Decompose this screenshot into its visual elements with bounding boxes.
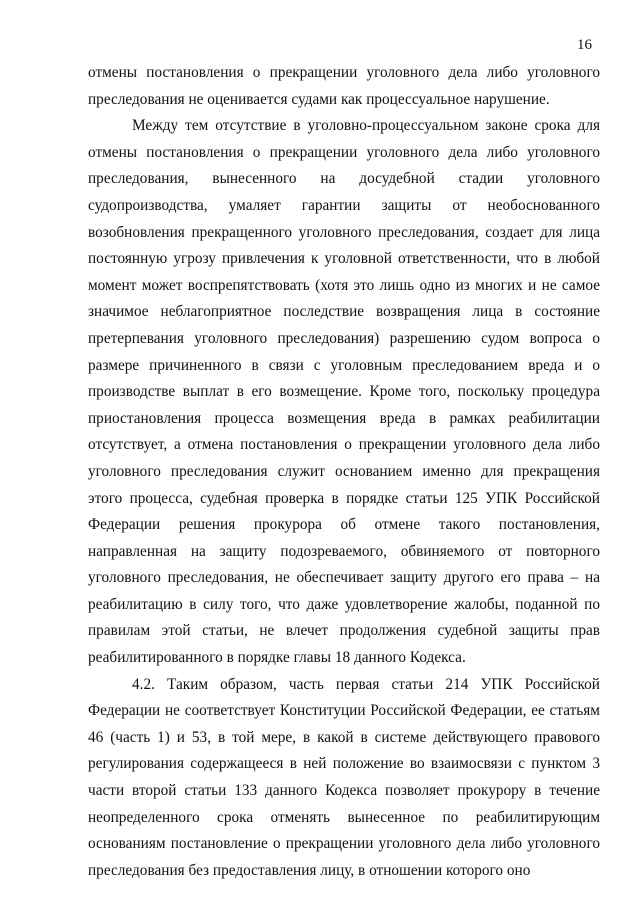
paragraph-main: Между тем отсутствие в уголовно-процессуальном законе срока для отмены постановления о прекращении уголовного дела либо уголовного преследования, вынесенного на досудебной стадии уголовного судопроизводства, умаляет гарантии защиты от необоснованного возобновления прекращенного уголовного преследования, создает для лица постоянную угрозу привлечения к уголовной ответственности, что в любой момент может воспрепятствовать (хотя это лишь одно из многих и не самое значимое неблагоприятное последствие возвращения лица в состояние претерпевания уголовного преследования) разрешению судом вопроса о размере причиненного в связи с уголовным преследованием вреда и о производстве выплат в его возмещение. Кроме того, поскольку процедура приостановления процесса возмещения вреда в рамках реабилитации отсутствует, а отмена постановления о прекращении уголовного дела либо уголовного преследования служит основанием именно для прекращения этого процесса, судебная проверка в порядке статьи 125 УПК Российской Федерации решения прокурора об отмене такого постановления, направленная на защиту подозреваемого, обвиняемого от повторного уголовного преследования, не обеспечивает защиту другого его права – на реабилитацию в силу того, что даже удовлетворение жалобы, поданной по правилам этой статьи, не влечет продолжения судебной защиты прав реабилитированного в порядке главы 18 данного Кодекса. [88, 117, 600, 667]
document-body [88, 60, 600, 884]
page-number: 16 [577, 37, 592, 53]
paragraph-continuation: отмены постановления о прекращении уголовного дела либо уголовного преследования не оценивается судами как процессуальное нарушение. [88, 64, 600, 108]
paragraph-conclusion: 4.2. Таким образом, часть первая статьи 214 УПК Российской Федерации не соответствует Конституции Российской Федерации, ее статьям 46 (часть 1) и 53, в той мере, в какой в системе действующего правового регулирования содержащееся в ней положение во взаимосвязи с пунктом 3 части второй статьи 133 данного Кодекса позволяет прокурору в течение неопределенного срока отменять вынесенное по реабилитирующим основаниям постановление о прекращении уголовного дела либо уголовного преследования без предоставления лицу, в отношении которого оно [88, 675, 600, 879]
